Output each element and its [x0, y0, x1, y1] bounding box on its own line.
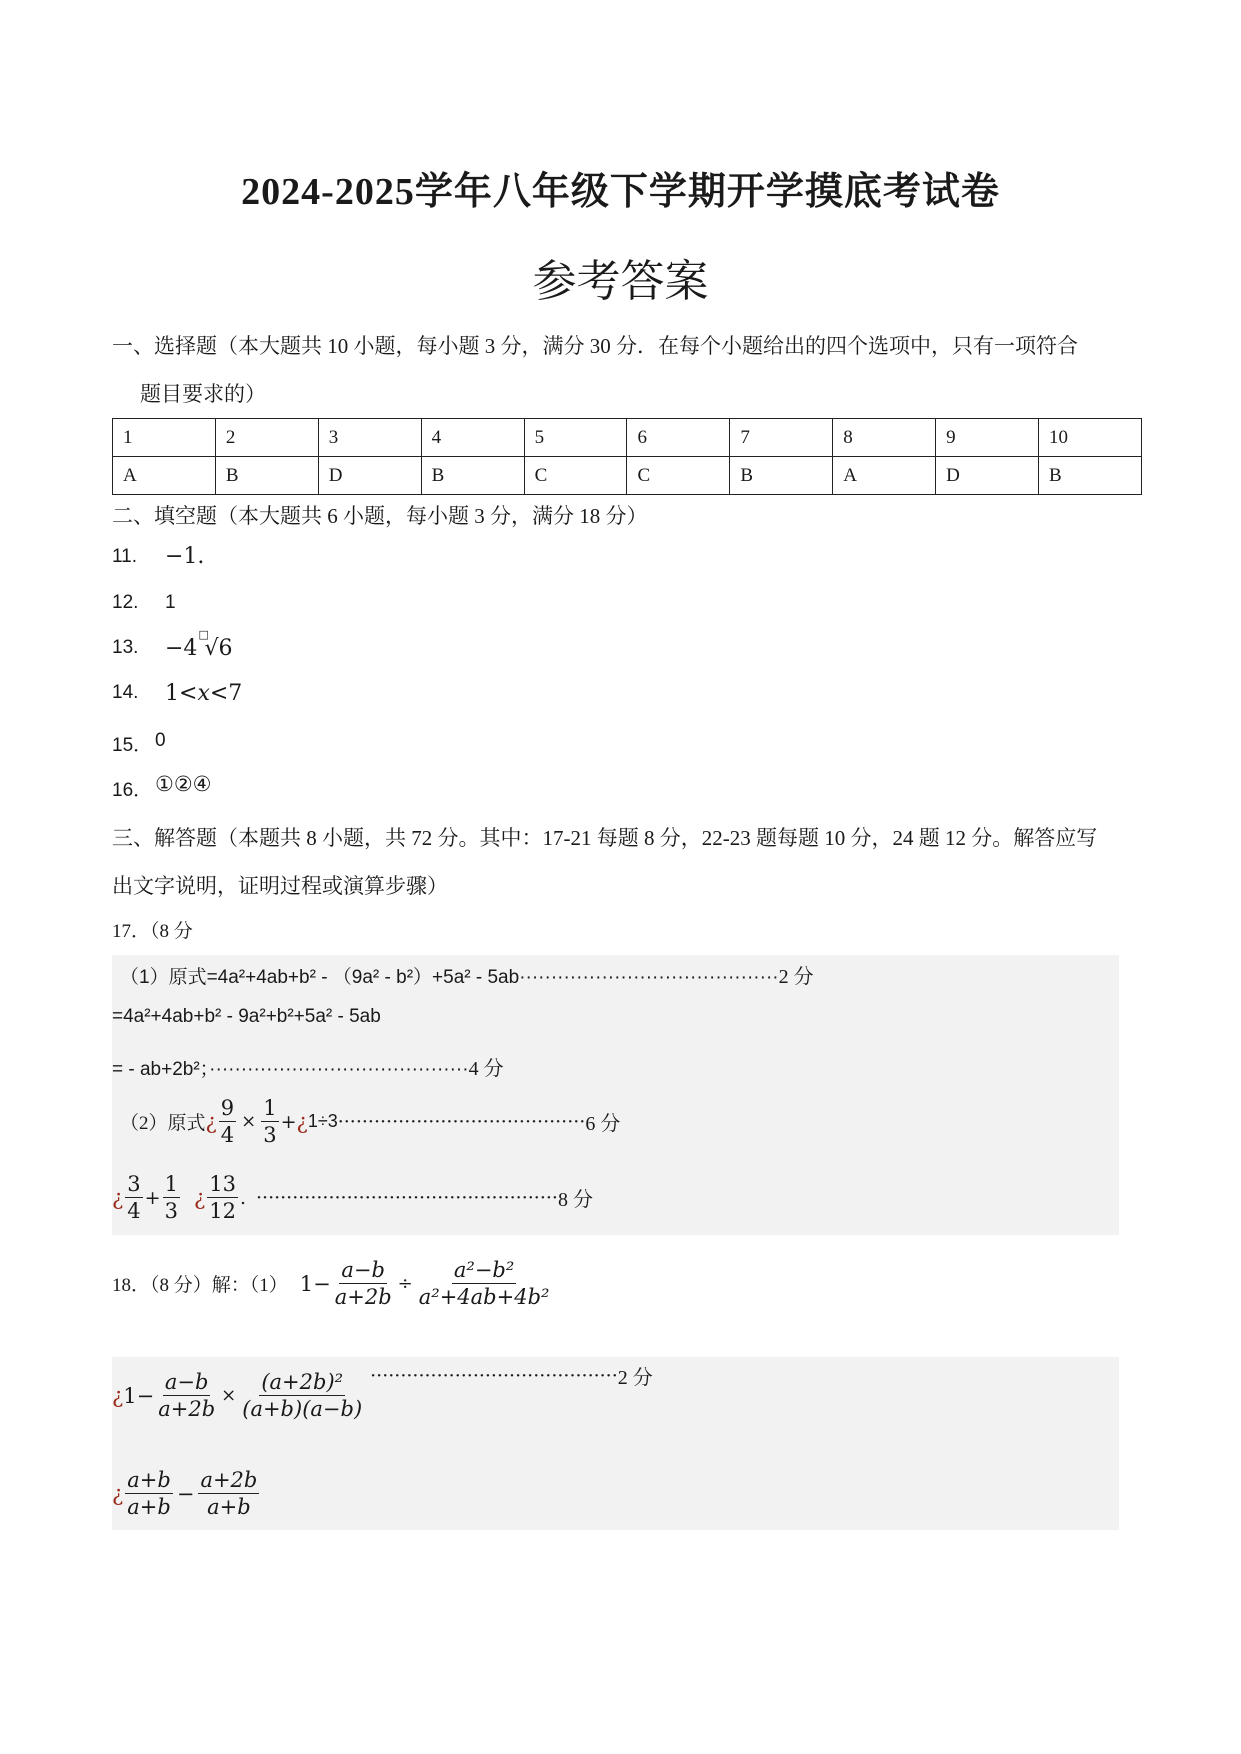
q17-line3-score: 4 分 [468, 1058, 504, 1080]
answer-table [112, 418, 1142, 495]
q18-step1-one: 1− [123, 1383, 155, 1408]
item-14-pre: 1< [165, 681, 198, 706]
q17-label: 17．（8 分 [112, 921, 193, 942]
item-14-number: 14. [112, 682, 139, 703]
inverted-question-icon: ¿ [193, 1185, 206, 1210]
item-11-number: 11. [112, 546, 138, 567]
table-cell: 2 [215, 419, 318, 457]
item-12-answer: 1 [165, 592, 176, 613]
fraction [163, 1172, 180, 1223]
table-cell: C [524, 457, 627, 495]
fraction [333, 1258, 394, 1309]
denominator: a+b [207, 1495, 251, 1520]
table-cell: 1 [113, 419, 216, 457]
numerator: 3 [125, 1172, 142, 1198]
fraction [261, 1096, 278, 1147]
radical-index: □ [198, 628, 209, 641]
q18-question [112, 1258, 553, 1309]
inverted-question-icon: ¿ [205, 1109, 217, 1134]
denominator: a+b [127, 1495, 171, 1520]
q17-line3: = - ab+2b²；·········································4 分 [112, 1058, 504, 1080]
table-cell: D [318, 457, 421, 495]
fraction [125, 1468, 173, 1519]
q17-line4-prefix: （2）原式 [120, 1113, 206, 1135]
numerator: a+b [125, 1468, 173, 1494]
numerator: 13 [207, 1172, 238, 1198]
table-cell: 3 [318, 419, 421, 457]
q17-line5-score: 8 分 [557, 1189, 593, 1212]
q18-label: 18．（8 分）解：（1） [112, 1275, 288, 1297]
q17-line2: =4a²+4ab+b² - 9a²+b²+5a² - 5ab [112, 1006, 381, 1027]
item-13-number: 13. [112, 637, 139, 658]
item-14-var: x [197, 681, 210, 706]
q18-step1: ¿ 1− $\frac{a-b}{a+2b}$ × $\frac{\text{(a+2b)²}}{(a+b)(a-b)}$ ········································· 2 分 [112, 1370, 653, 1421]
q17-line3-text: = - ab+2b²； [112, 1059, 210, 1080]
table-cell: B [730, 457, 833, 495]
table-cell: 10 [1039, 419, 1142, 457]
item-15-answer: 0 [155, 730, 166, 751]
table-cell: A [113, 457, 216, 495]
table-cell: A [833, 457, 936, 495]
fraction [219, 1096, 236, 1147]
q17-line4-tail: 1÷3 [307, 1111, 338, 1132]
fraction [417, 1258, 552, 1309]
table-cell: D [936, 457, 1039, 495]
denominator: 12 [209, 1199, 236, 1224]
numerator: 1 [261, 1096, 278, 1122]
item-16-answer: ①②④ [155, 772, 212, 796]
table-cell: B [1039, 457, 1142, 495]
section3-heading: 三、解答题（本题共 8 小题，共 72 分。其中：17-21 每题 8 分，22-23 题每题 10 分，24 题 12 分。解答应写 [112, 826, 1098, 850]
inverted-question-icon: ¿ [112, 1383, 124, 1408]
denominator: 3 [164, 1199, 178, 1224]
q17-line4-score: 6 分 [585, 1113, 621, 1136]
q18-one: 1− [299, 1271, 331, 1296]
table-cell: C [627, 457, 730, 495]
item-13-coefficient: −4 [165, 636, 198, 661]
q17-line1: （1）原式=4a²+4ab+b² - （9a² - b²）+5a² - 5ab·········································2 分 [120, 966, 814, 988]
table-cell: 5 [524, 419, 627, 457]
page-title: 2024-2025学年八年级下学期开学摸底考试卷 [241, 171, 1000, 213]
denominator: a+2b [158, 1397, 216, 1422]
divide-sign: ÷ [397, 1273, 413, 1295]
q17-line1-text: （1）原式=4a²+4ab+b² - （9a² - b²）+5a² - 5ab [120, 967, 520, 988]
table-cell: 6 [627, 419, 730, 457]
fraction [156, 1370, 217, 1421]
fraction [240, 1370, 364, 1421]
inverted-question-icon: ¿ [296, 1109, 308, 1134]
q17-line5: ¿ $\frac{3}{4}$ + $\frac{1}{3}$ ¿ $\frac{13}{12}$ . ·················································· 8 分 [112, 1172, 593, 1224]
denominator: 3 [263, 1123, 277, 1148]
fraction [207, 1172, 238, 1223]
denominator: a²+4ab+4b² [418, 1285, 550, 1310]
item-16-number: 16． [112, 780, 153, 801]
section2-heading: 二、填空题（本大题共 6 小题，每小题 3 分，满分 18 分） [112, 504, 648, 528]
fraction [198, 1468, 259, 1519]
page-subtitle: 参考答案 [532, 257, 709, 306]
denominator: 4 [220, 1123, 235, 1148]
denominator: 4 [127, 1199, 141, 1224]
table-row [113, 457, 1142, 495]
denominator: a+2b [334, 1285, 392, 1310]
numerator: a−b [339, 1258, 387, 1284]
section1-heading: 一、选择题（本大题共 10 小题，每小题 3 分，满分 30 分．在每个小题给出的四个选项中，只有一项符合 [112, 334, 1078, 358]
numerator: (a+2b)² [259, 1370, 345, 1396]
table-row [113, 419, 1142, 457]
numerator: a²−b² [452, 1258, 516, 1284]
item-14-answer [165, 681, 242, 706]
times-sign: × [221, 1385, 237, 1407]
radical-icon: √ [204, 636, 219, 661]
q18-step1-score: 2 分 [617, 1367, 653, 1390]
inverted-question-icon: ¿ [112, 1185, 124, 1210]
item-14-post: <7 [209, 681, 243, 706]
radicand: 6 [218, 636, 233, 661]
item-13-answer [165, 628, 233, 661]
table-cell: B [215, 457, 318, 495]
minus-sign: − [176, 1481, 195, 1506]
q17-line4: （2）原式 ¿ $\frac{9}{4}$ × $\frac{1}{3}$ + ¿ 1÷3 ········································· 6 分 [120, 1096, 621, 1148]
item-12-number: 12. [112, 592, 139, 613]
numerator: a−b [163, 1370, 211, 1396]
table-cell: 8 [833, 419, 936, 457]
table-cell: 7 [730, 419, 833, 457]
section3-heading-cont: 出文字说明，证明过程或演算步骤） [112, 874, 448, 898]
numerator: 1 [163, 1172, 180, 1198]
q17-line1-score: 2 分 [778, 966, 814, 988]
fraction [125, 1172, 142, 1223]
table-cell: 4 [421, 419, 524, 457]
inverted-question-icon: ¿ [112, 1481, 124, 1506]
denominator: (a+b)(a−b) [242, 1397, 363, 1422]
item-11-answer: −1. [165, 544, 205, 569]
table-cell: 9 [936, 419, 1039, 457]
numerator: 9 [219, 1096, 236, 1122]
section1-heading-cont: 题目要求的） [140, 382, 266, 406]
q18-step2 [112, 1468, 261, 1519]
numerator: a+2b [198, 1468, 259, 1494]
table-cell: B [421, 457, 524, 495]
item-15-number: 15． [112, 735, 153, 756]
